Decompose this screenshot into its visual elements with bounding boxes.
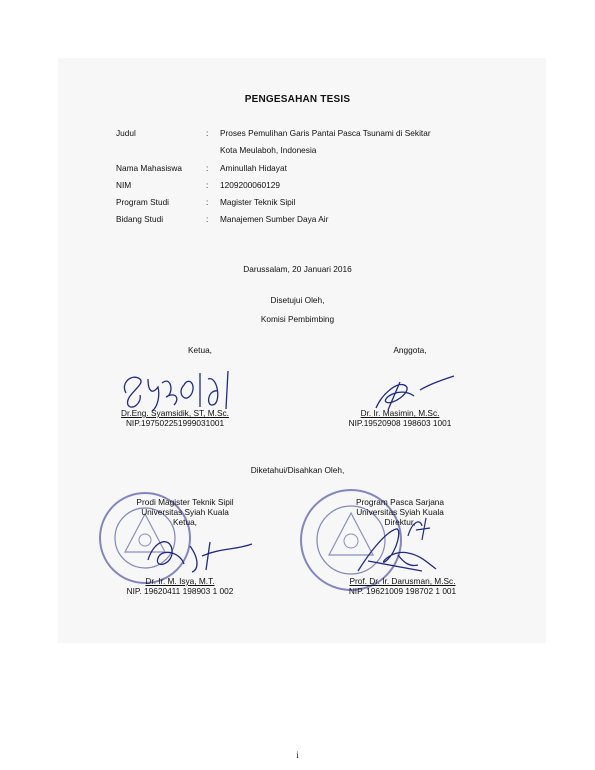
acknowledged-by: Diketahui/Disahkan Oleh, (250, 465, 345, 475)
page-number: i (296, 750, 299, 760)
field-row-judul (116, 125, 492, 160)
prodi-nip: NIP. 19620411 198903 1 002 (126, 586, 234, 596)
field-colon: : (206, 128, 209, 138)
ketua-name: Dr.Eng. Syamsidik, ST, M.Sc. (121, 408, 229, 418)
field-label: Judul (116, 128, 136, 138)
field-row-program (116, 194, 492, 211)
field-value: 1209200060129 (220, 179, 280, 190)
field-value-line1: Proses Pemulihan Garis Pantai Pasca Tsunami di Sekitar (220, 128, 431, 138)
prodi-signature (140, 530, 260, 575)
field-label: Program Studi (116, 197, 170, 208)
pasca-role: Direktur, (384, 517, 416, 527)
field-label: Nama Mahasiswa (116, 162, 182, 173)
anggota-signatory (335, 408, 465, 428)
field-label: NIM (116, 179, 132, 190)
field-colon: : (206, 214, 209, 225)
committee-label: Komisi Pembimbing (260, 314, 335, 324)
field-value-line2: Kota Meulaboh, Indonesia (220, 145, 317, 156)
field-row-nim (116, 177, 492, 194)
anggota-role: Anggota, (393, 345, 427, 355)
prodi-name: Dr. Ir. M. Isya, M.T. (145, 576, 215, 586)
prodi-line2: Universitas Syiah Kuala (141, 507, 229, 517)
anggota-nip: NIP.19520908 198603 1001 (348, 418, 452, 428)
page-title: PENGESAHAN TESIS (244, 94, 351, 105)
field-value: Magister Teknik Sipil (220, 197, 296, 208)
ketua-role: Ketua, (188, 345, 212, 355)
prodi-signatory (100, 576, 260, 596)
field-row-bidang (116, 211, 492, 228)
field-colon: : (206, 179, 209, 190)
prodi-role: Ketua, (173, 517, 197, 527)
anggota-signature (370, 372, 460, 412)
pasca-line1: Program Pasca Sarjana (355, 497, 445, 507)
ketua-signature (118, 365, 248, 413)
thesis-fields (116, 125, 492, 229)
pasca-line2: Universitas Syiah Kuala (356, 507, 444, 517)
anggota-name: Dr. Ir. Masimin, M.Sc. (360, 408, 440, 418)
field-row-nama (116, 160, 492, 177)
field-value: Manajemen Sumber Daya Air (220, 214, 329, 225)
ketua-nip: NIP.197502251999031001 (125, 418, 225, 428)
field-value (220, 125, 492, 160)
field-value: Aminullah Hidayat (220, 162, 287, 173)
pasca-nip: NIP. 19621009 198702 1 001 (348, 586, 457, 596)
field-colon: : (206, 162, 209, 173)
approved-by: Disetujui Oleh, (270, 295, 325, 305)
pasca-signature (338, 525, 448, 575)
field-colon: : (206, 197, 209, 208)
place-date: Darussalam, 20 Januari 2016 (243, 264, 352, 274)
ketua-signatory (100, 408, 250, 428)
pasca-signatory (320, 576, 485, 596)
prodi-line1: Prodi Magister Teknik Sipil (136, 497, 234, 507)
pasca-name: Prof. Dr. Ir. Darusman, M.Sc. (349, 576, 456, 586)
field-label: Bidang Studi (116, 214, 164, 225)
prodi-header (110, 497, 260, 527)
